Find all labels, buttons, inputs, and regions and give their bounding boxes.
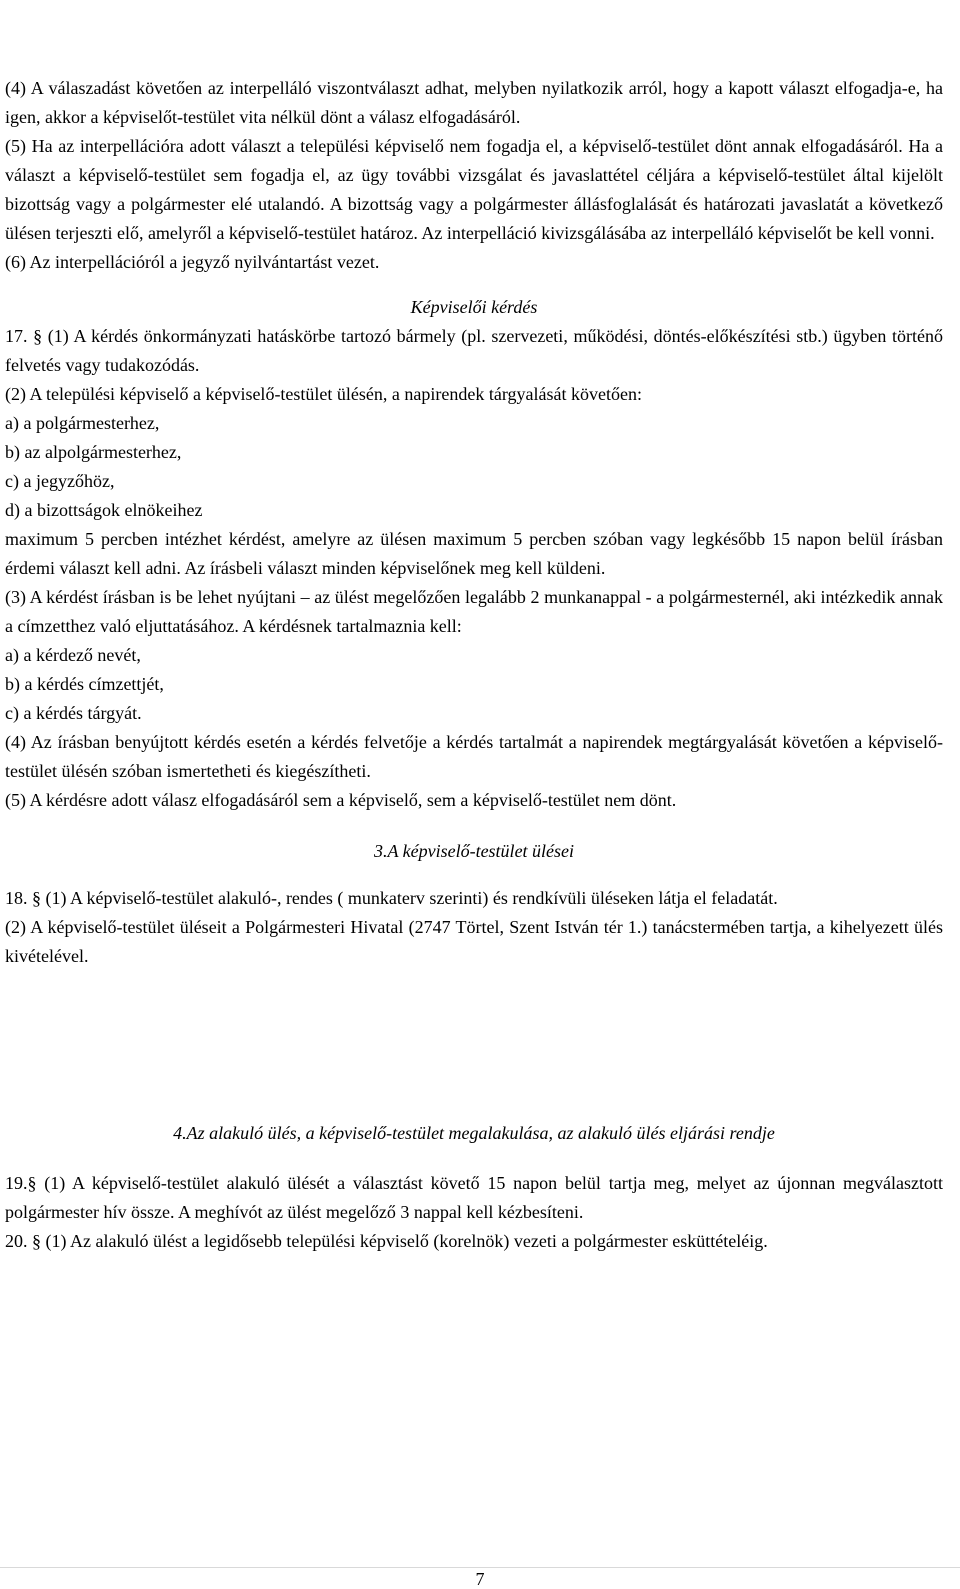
list-item-17-2-a: a) a polgármesterhez,	[5, 413, 160, 433]
heading-section-3: 3.A képviselő-testület ülései	[373, 841, 575, 861]
list-item-17-2-c: c) a jegyzőhöz,	[5, 471, 115, 491]
paragraph-19-1: 19.§ (1) A képviselő-testület alakuló ülését a választást követő 15 napon belül tartja meg, melyet az újonnan megválasztott polgármester hív össze. A meghívót az ülést megelőző 3 nappal kell kézbesíteni.	[5, 1173, 943, 1222]
document-body	[5, 74, 943, 1256]
paragraph-17-3: (3) A kérdést írásban is be lehet nyújtani – az ülést megelőzően legalább 2 munkanappal - a polgármesternél, aki intézkedik annak a címzetthez való eljuttatásához. A kérdésnek tartalmaznia kell:	[5, 587, 943, 636]
list-item-17-3-a: a) a kérdező nevét,	[5, 645, 141, 665]
paragraph-18-1: 18. § (1) A képviselő-testület alakuló-, rendes ( munkaterv szerinti) és rendkívüli üléseken látja el feladatát.	[5, 888, 778, 908]
paragraph-17-2-tail: maximum 5 percben intézhet kérdést, amelyre az ülésen maximum 5 percben szóban vagy legkésőbb 15 napon belül írásban érdemi választ kell adni. Az írásbeli választ minden képviselőnek meg kell küldeni.	[5, 529, 943, 578]
list-item-17-2-b: b) az alpolgármesterhez,	[5, 442, 182, 462]
paragraph-17-4: (4) Az írásban benyújtott kérdés esetén a kérdés felvetője a kérdés tartalmát a napirendek megtárgyalását követően a képviselő-testület ülésén szóban ismertetheti és kiegészítheti.	[5, 732, 943, 781]
paragraph-17-5: (5) A kérdésre adott válasz elfogadásáról sem a képviselő, sem a képviselő-testület nem dönt.	[5, 790, 677, 810]
heading-section-4: 4.Az alakuló ülés, a képviselő-testület megalakulása, az alakuló ülés eljárási rendje	[173, 1123, 775, 1143]
paragraph-interpellation-4: (4) A válaszadást követően az interpelláló viszontválaszt adhat, melyben nyilatkozik arról, hogy a kapott választ elfogadja-e, ha igen, akkor a képviselőt-testület vita nélkül dönt a válasz elfogadásáról.	[5, 78, 943, 127]
paragraph-18-2: (2) A képviselő-testület üléseit a Polgármesteri Hivatal (2747 Törtel, Szent István tér 1.) tanácstermében tartja, a kihelyezett ülés kivételével.	[5, 917, 943, 966]
paragraph-interpellation-6: (6) Az interpellációról a jegyző nyilvántartást vezet.	[5, 252, 380, 272]
paragraph-17-2: (2) A települési képviselő a képviselő-testület ülésén, a napirendek tárgyalását követően:	[5, 384, 642, 404]
footer-divider	[0, 1567, 960, 1568]
heading-kepviseloi-kerdes: Képviselői kérdés	[410, 297, 538, 317]
list-item-17-3-b: b) a kérdés címzettjét,	[5, 674, 164, 694]
paragraph-20-1: 20. § (1) Az alakuló ülést a legidősebb települési képviselő (korelnök) vezeti a polgármester esküttételéig.	[5, 1231, 768, 1251]
paragraph-interpellation-5: (5) Ha az interpellációra adott választ a települési képviselő nem fogadja el, a képviselő-testület dönt annak elfogadásáról. Ha a választ a képviselő-testület sem fogadja el, az ügy további vizsgálat és javaslattétel céljára a képviselő-testület által kijelölt bizottság vagy a polgármester elé utalandó. A bizottság vagy a polgármester állásfoglalását és határozati javaslatát a következő ülésen terjeszti elő, amelyről a képviselő-testület határoz. Az interpelláció kivizsgálásába az interpelláló képviselőt be kell vonni.	[5, 136, 943, 243]
paragraph-17-1: 17. § (1) A kérdés önkormányzati hatáskörbe tartozó bármely (pl. szervezeti, működési, döntés-előkészítési stb.) ügyben történő felvetés vagy tudakozódás.	[5, 326, 943, 375]
list-item-17-2-d: d) a bizottságok elnökeihez	[5, 500, 203, 520]
page-number: 7	[475, 1569, 485, 1589]
list-item-17-3-c: c) a kérdés tárgyát.	[5, 703, 142, 723]
